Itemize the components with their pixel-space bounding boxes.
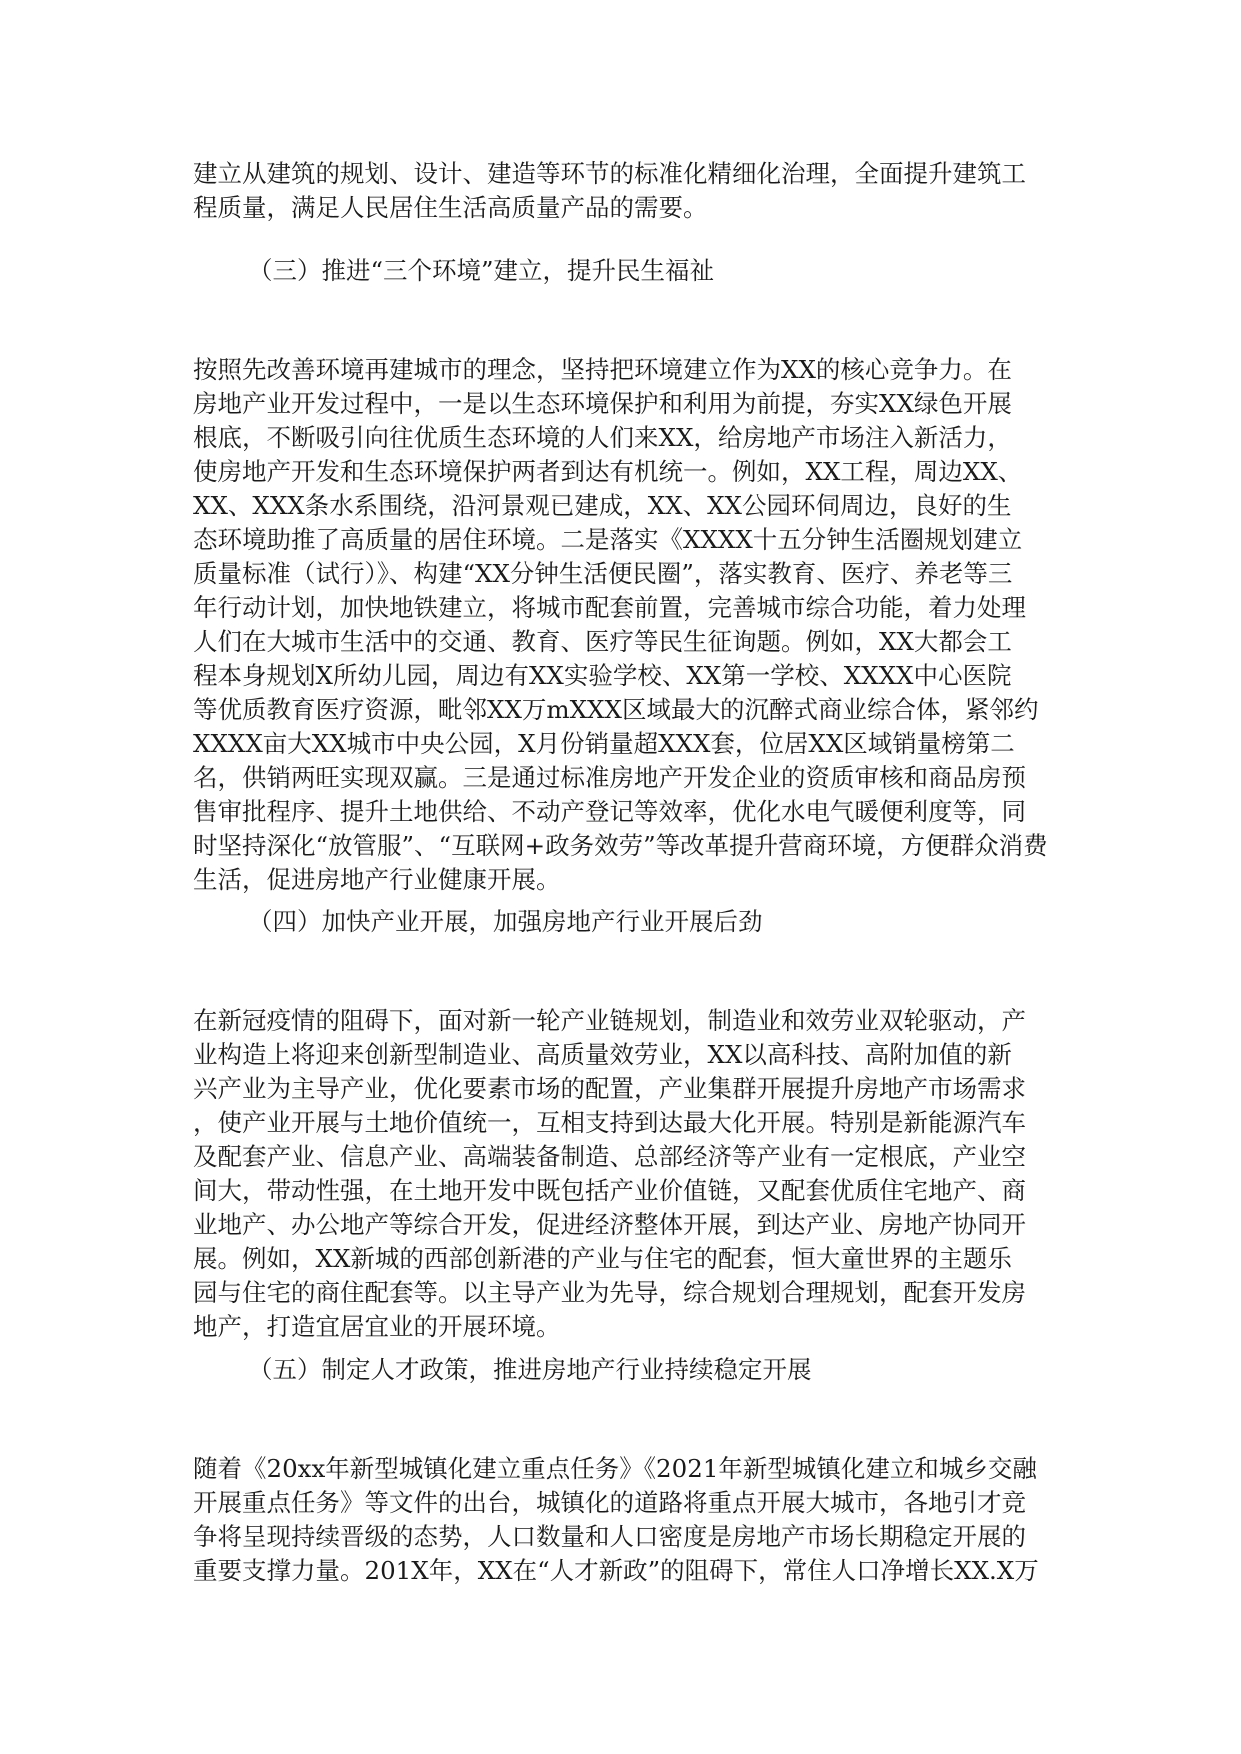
text-line: 等优质教育医疗资源，毗邻XX万mXXX区域最大的沉醉式商业综合体，紧邻约	[193, 695, 1039, 724]
paragraph-1	[193, 157, 1055, 225]
text-line: XXXX亩大XX城市中央公园，X月份销量超XXX套，位居XX区域销量榜第二	[193, 729, 1015, 758]
text-line: 开展重点任务》等文件的出台，城镇化的道路将重点开展大城市，各地引才竞	[193, 1488, 1026, 1517]
text-line: 房地产业开发过程中，一是以生态环境保护和利用为前提，夯实XX绿色开展	[193, 389, 1012, 418]
paragraph-4	[193, 1452, 1055, 1588]
text-line: XX、XXX条水系围绕，沿河景观已建成，XX、XX公园环伺周边，良好的生	[193, 491, 1012, 520]
section-heading-3: （三）推进“三个环境”建立，提升民生福祉	[248, 256, 715, 285]
text-line: 争将呈现持续晋级的态势，人口数量和人口密度是房地产市场长期稳定开展的	[193, 1522, 1026, 1551]
text-line: 程本身规划X所幼儿园，周边有XX实验学校、XX第一学校、XXXX中心医院	[193, 661, 1012, 690]
text-line: 程质量，满足人民居住生活高质量产品的需要。	[193, 193, 708, 222]
section-heading-5: （五）制定人才政策，推进房地产行业持续稳定开展	[248, 1355, 812, 1384]
text-line: 随着《20xx年新型城镇化建立重点任务》《2021年新型城镇化建立和城乡交融	[193, 1454, 1037, 1483]
text-line: 及配套产业、信息产业、高端装备制造、总部经济等产业有一定根底，产业空	[193, 1142, 1026, 1171]
text-line: 年行动计划，加快地铁建立，将城市配套前置，完善城市综合功能，着力处理	[193, 593, 1026, 622]
text-line: 时坚持深化“放管服”、“互联网+政务效劳”等改革提升营商环境，方便群众消费	[193, 831, 1048, 860]
text-line: 重要支撑力量。201X年，XX在“人才新政”的阻碍下，常住人口净增长XX.X万	[193, 1556, 1039, 1585]
text-line: 业地产、办公地产等综合开发，促进经济整体开展，到达产业、房地产协同开	[193, 1210, 1026, 1239]
text-line: 兴产业为主导产业，优化要素市场的配置，产业集群开展提升房地产市场需求	[193, 1074, 1026, 1103]
paragraph-3	[193, 1004, 1055, 1344]
text-line: 名，供销两旺实现双赢。三是通过标准房地产开发企业的资质审核和商品房预	[193, 763, 1026, 792]
text-line: 态环境助推了高质量的居住环境。二是落实《XXXX十五分钟生活圈规划建立	[193, 525, 1023, 554]
text-line: 根底，不断吸引向往优质生态环境的人们来XX，给房地产市场注入新活力，	[193, 423, 1012, 452]
text-line: 生活，促进房地产行业健康开展。	[193, 865, 561, 894]
text-line: 质量标准（试行）》、构建“XX分钟生活便民圈”，落实教育、医疗、养老等三	[193, 559, 1013, 588]
text-line: 园与住宅的商住配套等。以主导产业为先导，综合规划合理规划，配套开发房	[193, 1278, 1026, 1307]
text-line: 人们在大城市生活中的交通、教育、医疗等民生征询题。例如，XX大都会工	[193, 627, 1012, 656]
text-line: 展。例如，XX新城的西部创新港的产业与住宅的配套，恒大童世界的主题乐	[193, 1244, 1012, 1273]
text-line: 地产，打造宜居宜业的开展环境。	[193, 1312, 561, 1341]
section-heading-4: （四）加快产业开展，加强房地产行业开展后劲	[248, 907, 763, 936]
text-line: ，使产业开展与土地价值统一，互相支持到达最大化开展。特别是新能源汽车	[193, 1108, 1026, 1137]
text-line: 间大，带动性强，在土地开发中既包括产业价值链，又配套优质住宅地产、商	[193, 1176, 1026, 1205]
text-line: 按照先改善环境再建城市的理念，坚持把环境建立作为XX的核心竞争力。在	[193, 355, 1012, 384]
text-line: 使房地产开发和生态环境保护两者到达有机统一。例如，XX工程，周边XX、	[193, 457, 1023, 486]
text-line: 建立从建筑的规划、设计、建造等环节的标准化精细化治理，全面提升建筑工	[193, 159, 1026, 188]
text-line: 业构造上将迎来创新型制造业、高质量效劳业，XX以高科技、高附加值的新	[193, 1040, 1012, 1069]
text-line: 在新冠疫情的阻碍下，面对新一轮产业链规划，制造业和效劳业双轮驱动，产	[193, 1006, 1026, 1035]
text-line: 售审批程序、提升土地供给、不动产登记等效率，优化水电气暖便利度等，同	[193, 797, 1026, 826]
paragraph-2	[193, 353, 1055, 897]
